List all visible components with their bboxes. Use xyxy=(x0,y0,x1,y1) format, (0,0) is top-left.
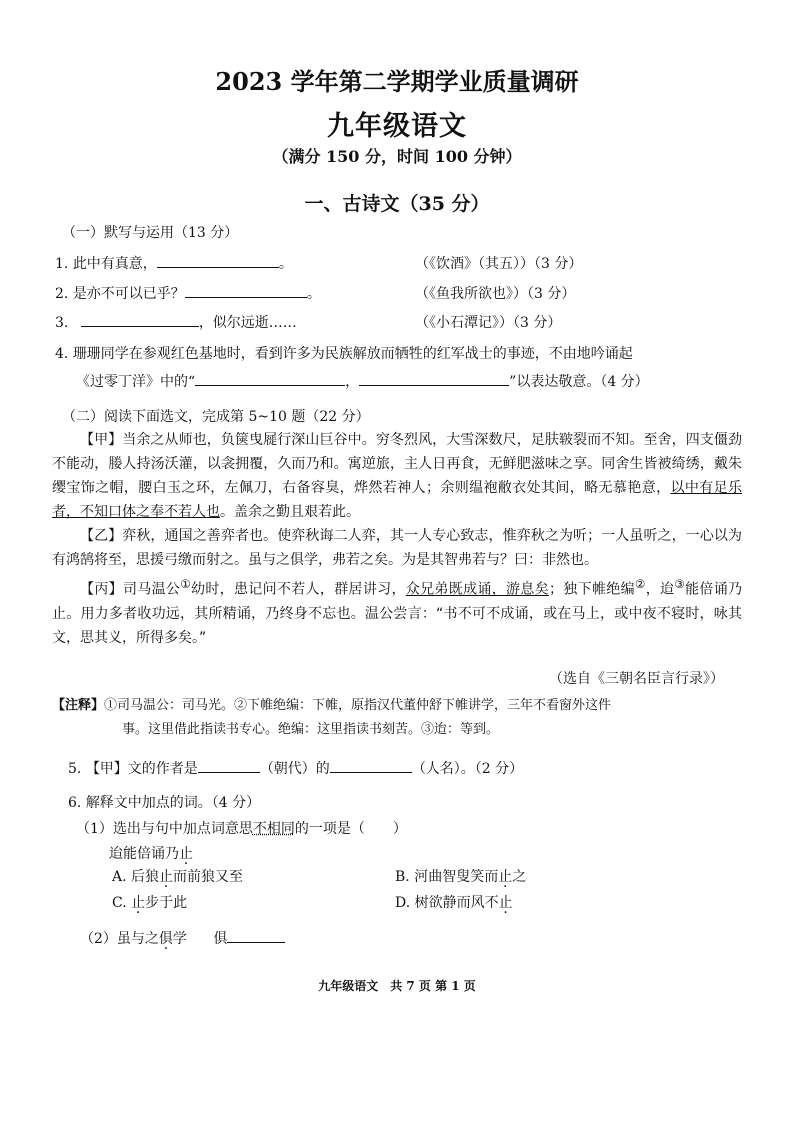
question-6 xyxy=(68,792,260,812)
passage-jia-end: 。盖余之勤且艰若此。 xyxy=(220,504,360,520)
q3-number: 3. xyxy=(55,315,69,331)
q6-context-text: 迨能倍诵乃 xyxy=(109,846,179,862)
option-d-label: D. xyxy=(395,895,411,911)
question-4-line2 xyxy=(76,371,649,391)
option-c-dotted: 止 xyxy=(131,895,146,911)
q5-blank-dynasty[interactable] xyxy=(198,758,260,773)
passage-jia xyxy=(52,428,742,524)
note-ref-2: ② xyxy=(634,577,646,591)
q5-text-a: 【甲】文的作者是 xyxy=(85,761,198,777)
exam-title: 2023 学年第二学期学业质量调研 xyxy=(215,67,579,96)
q1-prompt: 此中有真意， xyxy=(72,256,157,272)
q6-context-dotted: 止 xyxy=(179,846,193,862)
option-b-label: B. xyxy=(395,869,410,885)
q5-blank-name[interactable] xyxy=(330,758,412,773)
question-1 xyxy=(55,253,293,273)
subject-title: 九年级语文 xyxy=(327,111,467,142)
q2-source: （《鱼我所欲也》）（3 分） xyxy=(415,286,576,302)
q4-text: 珊珊同学在参观红色基地时，看到许多为民族解放而牺牲的红军战士的事迹，不由地吟诵起 xyxy=(72,346,633,362)
q3-prompt: ，似尔远逝…… xyxy=(198,315,297,331)
note-ref-3: ③ xyxy=(674,577,686,591)
notes-text-2: 事。这里借此指读书专心。绝编：这里指读书刻苦。③迨：等到。 xyxy=(122,722,500,737)
q4-prefix: 《过零丁洋》中的“ xyxy=(76,374,196,390)
part2-heading: （二）阅读下面选文，完成第 5~10 题（22 分） xyxy=(62,409,370,425)
q4-suffix: ”以表达敬意。（4 分） xyxy=(509,374,649,390)
q4-blank-2[interactable] xyxy=(359,371,509,386)
q4-blank-1[interactable] xyxy=(195,371,345,386)
option-a-dotted: 止 xyxy=(159,869,174,885)
q1-blank[interactable] xyxy=(157,253,279,268)
q6-sub2 xyxy=(80,928,285,948)
passage-bing xyxy=(52,572,742,650)
passage-bing-text-3: ；独下帷绝编 xyxy=(548,581,635,598)
option-b-dotted: 止 xyxy=(498,869,513,885)
passage-bing-text-2: 幼时，患记问不若人，群居讲习， xyxy=(191,581,406,598)
passage-yi: 【乙】弈秋，通国之善弈者也。使弈秋诲二人弈，其一人专心致志，惟弈秋之为听；一人虽听之，一心以为有鸿鹄将至，思援弓缴而射之。虽与之俱学，弗若之矣。为是其智弗若与？曰：非然也。 xyxy=(52,528,742,568)
option-b[interactable] xyxy=(395,866,526,886)
q1-number: 1. xyxy=(55,256,69,272)
q2-prompt: 是亦不可以已乎？ xyxy=(72,286,185,302)
option-c-tail: 步于此 xyxy=(145,895,188,911)
option-d-text: 树欲静而风不 xyxy=(414,895,499,911)
passage-bing-underlined: 众兄弟既成诵，游息矣 xyxy=(405,581,549,598)
question-2 xyxy=(55,283,321,303)
q6-sub1-tail: 的一项是（ ） xyxy=(294,821,407,837)
question-5 xyxy=(68,758,523,778)
option-d[interactable] xyxy=(395,892,513,912)
q6-sub1-emph: 不相同 xyxy=(252,821,295,837)
q6-number: 6. xyxy=(68,795,82,811)
q4-mid: ， xyxy=(345,374,360,390)
passage-jia-text: 【甲】当余之从师也，负箧曳屣行深山巨谷中。穷冬烈风，大雪深数尺，足肤皲裂而不知。至舍，四支僵劲不能动，媵人持汤沃灌，以衾拥覆，久而乃和。寓逆旅，主人日再食，无鲜肥滋味之享。同舍生皆被绮绣，戴朱缨宝饰之帽，腰白玉之环，左佩刀，右备容臭，烨然若神人；余则缊袍敝衣处其间，略无慕艳意， xyxy=(52,432,742,496)
option-b-text: 河曲智叟笑而 xyxy=(414,869,499,885)
q4-number: 4. xyxy=(55,346,69,362)
q2-number: 2. xyxy=(55,286,69,302)
question-3 xyxy=(55,312,297,332)
question-4-line1 xyxy=(55,343,633,363)
q2-end: 。 xyxy=(306,286,321,302)
option-a-label: A. xyxy=(112,869,127,885)
q6-sub2-dotted: 俱 xyxy=(158,931,173,947)
passage-bing-text-5: 能倍诵乃止。用力多者收功远，其所精诵，乃终身不忘也。温公尝言：“书不可不成诵，或在马上，或中夜不寝时，咏其文，思其义，所得多矣。” xyxy=(52,581,743,646)
q6-sub2-blank[interactable] xyxy=(227,928,285,943)
q6-heading: 解释文中加点的词。（4 分） xyxy=(85,795,261,811)
passage-jia-underlined: 以中有足乐者，不知口体之奉不若人也 xyxy=(52,480,743,520)
option-b-tail: 之 xyxy=(512,869,527,885)
q5-text-c: （人名）。（2 分） xyxy=(411,761,524,777)
option-c[interactable] xyxy=(112,892,187,912)
passage-source: （选自《三朝名臣言行录》） xyxy=(549,671,724,687)
option-a-text: 后狼 xyxy=(131,869,160,885)
q6-context xyxy=(109,843,193,863)
q6-sub1 xyxy=(76,818,407,838)
note-ref-1: ① xyxy=(180,577,192,591)
q5-text-b: （朝代）的 xyxy=(259,761,330,777)
q2-blank[interactable] xyxy=(185,283,307,298)
section-title: 一、古诗文（35 分） xyxy=(304,193,490,215)
option-d-dotted: 止 xyxy=(498,895,513,911)
q6-sub2-target: 俱 xyxy=(213,931,228,947)
passage-bing-text-4: ，迨 xyxy=(645,581,675,598)
option-a-tail: 而前狼又至 xyxy=(173,869,244,885)
q6-sub1-label: （1）选出与句中加点词意思 xyxy=(76,821,253,837)
q3-source: （《小石潭记》）（3 分） xyxy=(415,315,562,331)
notes-text-1: ①司马温公：司马光。②下帷绝编：下帷，原指汉代董仲舒下帷讲学，三年不看窗外这件 xyxy=(104,698,612,713)
part1-heading: （一）默写与运用（13 分） xyxy=(62,225,239,241)
annotations xyxy=(52,694,742,742)
option-a[interactable] xyxy=(112,866,243,886)
reading-passages xyxy=(52,428,742,650)
q1-end: 。 xyxy=(278,256,293,272)
q6-sub2-tail: 学 xyxy=(172,931,187,947)
exam-meta: （满分 150 分，时间 100 分钟） xyxy=(272,147,522,166)
notes-label: 【注释】 xyxy=(52,698,105,713)
option-c-label: C. xyxy=(112,895,127,911)
page-footer: 九年级语文 共 7 页 第 1 页 xyxy=(318,979,476,993)
q3-blank[interactable] xyxy=(81,312,199,327)
q1-source: （《饮酒》（其五））（3 分） xyxy=(415,256,583,272)
q6-sub2-label: （2）虽与之 xyxy=(80,931,159,947)
passage-bing-text: 【丙】司马温公 xyxy=(80,581,181,598)
q5-number: 5. xyxy=(68,761,82,777)
